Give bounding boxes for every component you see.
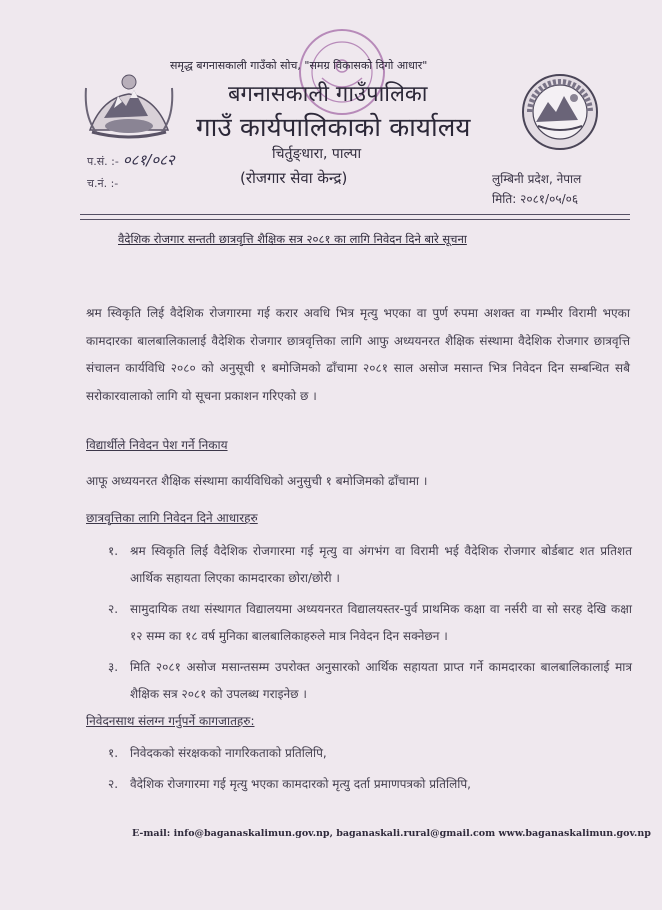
list-item-number: १.	[108, 746, 119, 760]
notice-subject: वैदेशिक रोजगार सन्तती छात्रवृत्ति शैक्षिक सत्र २०८१ का लागि निवेदन दिने बारे सूचना	[118, 232, 467, 246]
list-item-number: १.	[108, 544, 119, 558]
header-divider-top	[80, 214, 630, 215]
list-item	[108, 771, 632, 798]
nepal-emblem-icon	[82, 68, 176, 140]
header-divider-bottom	[80, 219, 630, 220]
office-address: चिर्तुङ्धारा, पाल्पा	[272, 146, 362, 162]
employment-center: (रोजगार सेवा केन्द्र)	[240, 169, 348, 187]
list-item-text: मिति २०८१ असोज मसान्तसम्म उपरोक्त अनुसारको आर्थिक सहायता प्राप्त गर्ने कामदारका बालबालिकालाई मात्र शैक्षिक सत्र २०८१ को उपलब्ध गराइनेछ ।	[130, 660, 632, 701]
list-item-text: सामुदायिक तथा संस्थागत विद्यालयमा अध्ययनरत विद्यालयस्तर-पुर्व प्राथमिक कक्षा वा नर्सरी वा सो सरह देखि कक्षा १२ सम्म का १८ वर्ष मुनिका बालबालिकाहरुले मात्र निवेदन दिन सक्नेछन ।	[130, 602, 632, 643]
list-item-number: २.	[108, 602, 119, 616]
section-submission-heading: विद्यार्थीले निवेदन पेश गर्ने निकाय	[86, 438, 228, 452]
documents-list	[108, 740, 632, 802]
footer-contact: E-mail: info@baganaskalimun.gov.np, baganaskali.rural@gmail.com www.baganaskalimun.gov.np	[132, 828, 651, 839]
intro-paragraph: श्रम स्विकृति लिई वैदेशिक रोजगारमा गई करार अवधि भित्र मृत्यु भएका वा पुर्ण रुपमा अशक्त वा गम्भीर विरामी भएका कामदारका बालबालिकालाई वैदेशिक रोजगार छात्रवृत्तिका लागि आफु अध्ययनरत शैक्षिक संस्थामा वैदेशिक रोजगार छात्रवृत्ति संचालन कार्यविधि २०८० को अनुसूची १ बमोजिमको ढाँचामा २०८१ साल असोज मसान्त भित्र निवेदन दिन सम्बन्धित सबै सरोकारवालाको लागि यो सूचना प्रकाशन गरिएको छ ।	[86, 306, 630, 403]
province: लुम्बिनी प्रदेश, नेपाल	[492, 172, 582, 186]
criteria-list	[108, 538, 632, 712]
list-item-text: वैदेशिक रोजगारमा गई मृत्यु भएका कामदारको मृत्यु दर्ता प्रमाणपत्रको प्रतिलिपि,	[130, 777, 471, 791]
gaupalika-name: बगनासकाली गाउँपालिका	[228, 82, 428, 107]
list-item	[108, 654, 632, 708]
municipality-logo-icon	[520, 72, 600, 152]
motto: समृद्ध बगनासकाली गाउँको सोच, "समग्र विकासको दिगो आधार"	[170, 59, 428, 72]
list-item-text: श्रम स्विकृति लिई वैदेशिक रोजगारमा गई मृत्यु वा अंगभंग वा विरामी भई वैदेशिक रोजगार बोर्डबाट शत प्रतिशत आर्थिक सहायता लिएका कामदारका छोरा/छोरी ।	[130, 544, 632, 585]
list-item	[108, 596, 632, 650]
list-item	[108, 740, 632, 767]
section-criteria-heading: छात्रवृत्तिका लागि निवेदन दिने आधारहरु	[86, 511, 258, 525]
office-name: गाउँ कार्यपालिकाको कार्यालय	[196, 113, 471, 143]
list-item-number: ३.	[108, 660, 119, 674]
list-item	[108, 538, 632, 592]
list-item-text: निवेदकको संरक्षकको नागरिकताको प्रतिलिपि,	[130, 746, 327, 760]
notice-date: मिति: २०८१/०५/०६	[492, 192, 579, 206]
patra-sankhya-label: प.सं. :-	[87, 155, 119, 168]
patra-sankhya-value: ०८१/०८२	[122, 151, 175, 169]
chalani-number-label: च.नं. :-	[87, 177, 119, 190]
section-documents-heading: निवेदनसाथ संलग्न गर्नुपर्ने कागजातहरु:	[86, 714, 255, 728]
section-submission-text: आफू अध्ययनरत शैक्षिक संस्थामा कार्यविधिको अनुसुची १ बमोजिमको ढाँचामा ।	[86, 474, 428, 488]
list-item-number: २.	[108, 777, 119, 791]
patra-sankhya	[87, 150, 175, 170]
